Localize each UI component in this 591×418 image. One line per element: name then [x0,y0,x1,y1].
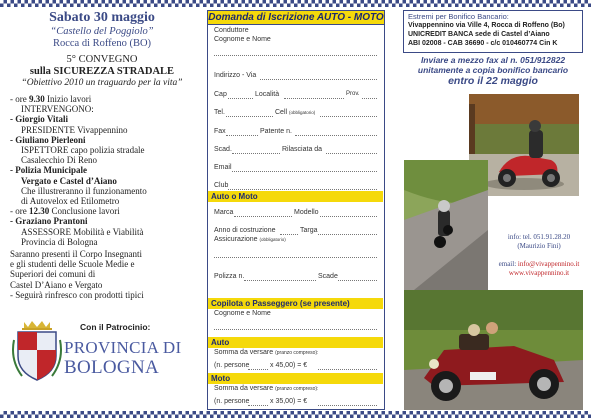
speaker-2-role-1: ISPETTORE capo polizia stradale [21,145,145,156]
provincia-line1: PROVINCIA DI [64,338,182,357]
provincia-logo-text [64,338,181,378]
cell-field[interactable] [320,116,377,117]
marca-label: Marca [214,209,234,216]
registration-form [207,10,385,410]
cap-label: Cap [214,91,227,98]
provincia-line2: BOLOGNA [64,357,159,378]
scade-field[interactable] [338,280,377,281]
vintage-car-photo [404,290,583,410]
cognome-nome-field[interactable] [214,55,377,56]
cell-text: Cell [275,109,288,116]
email-field[interactable] [232,171,377,172]
website-link[interactable]: www.vivappennino.it [508,269,570,277]
copilota-section-header: Copilota o Passeggero (se presente) [208,298,383,309]
anno-label: Anno di costruzione [214,227,276,234]
end-time: 12.30 [29,206,50,217]
email-label: email: [498,260,517,268]
event-town: Rocca di Roffeno (BO) [52,38,152,49]
start-text: Inizio lavori [47,94,92,104]
speaker-3-role-1: Che illustreranno il funzionamento [21,185,147,196]
speaker-4-role-1: ASSESSORE Mobilità e Viabilità [21,226,144,237]
coat-of-arms-icon [12,320,62,382]
bank-line-2: UNICREDIT BANCA sede di Castel d’Aiano [408,31,550,38]
patente-label: Patente n. [260,128,292,135]
tel-field[interactable] [226,116,273,117]
cell-obbligatorio: (obbligatorio) [289,110,316,115]
note-1: Saranno presenti il Corpo Insegnanti [10,249,142,260]
info-contact: (Maurizio Fini) [517,242,561,250]
end-text: Conclusione lavori [51,206,120,217]
assicurazione-obbligatorio: (obbligatorio) [259,237,286,242]
marca-field[interactable] [234,216,292,217]
somma-auto-text: Somma da versare [214,349,274,356]
event-venue: “Castello del Poggiolo” [50,26,154,37]
persone-auto-field[interactable] [248,369,268,370]
note-5: - Seguirà rinfresco con prodotti tipici [10,289,144,300]
auto-section-header: Auto [208,337,383,348]
polizza-field[interactable] [244,280,316,281]
assicurazione-text: Assicurazione [214,236,258,243]
program-end [10,206,194,216]
anno-field[interactable] [280,234,298,235]
speaker-2-role-2: Casalecchio Di Reno [21,155,97,166]
targa-label: Targa [300,227,318,234]
cell-label [275,109,315,116]
persone-moto-field[interactable] [248,405,268,406]
cognome-nome-2-label: Cognome e Nome [214,310,271,317]
conduttore-label: Conduttore [214,27,249,34]
deadline: entro il 22 maggio [448,75,538,87]
prov-label: Prov. [346,91,360,97]
speaker-4-name: - Graziano Prantoni [10,216,88,227]
moto-section-header: Moto [208,373,383,384]
localita-label: Località [255,91,280,98]
somma-auto-label [214,349,318,356]
tel-label: Tel. [214,109,225,116]
program-start [10,94,194,104]
checkered-border-bottom [0,411,591,418]
cognome-nome-label: Cognome e Nome [214,36,271,43]
indirizzo-label: Indirizzo - Via [214,72,257,79]
note-3: Superiori dei comuni di [10,269,96,280]
email-label: Email [214,164,232,171]
speaker-3-name-1: - Polizia Municipale [10,165,87,176]
modello-field[interactable] [320,216,377,217]
somma-auto-pranzo: (pranzo compreso): [275,350,319,356]
somma-moto-pranzo: (pranzo compreso): [275,386,319,392]
scad-label: Scad. [214,146,232,153]
cognome-nome-2-field[interactable] [214,329,377,330]
rilasciata-label: Rilasciata da [282,146,323,153]
info-tel: info: tel. 051.91.28.20 [507,233,571,241]
auto-moto-section-header: Auto o Moto [208,191,383,202]
totale-auto-field[interactable] [318,369,377,370]
club-label: Club [214,182,229,189]
rilasciata-field[interactable] [326,153,377,154]
bank-header: Estremi per Bonifico Bancario: [408,12,509,21]
polizza-label: Polizza n. [214,273,245,280]
speaker-1-name: - Giorgio Vitali [10,114,68,125]
localita-field[interactable] [284,98,344,99]
assicurazione-label [214,236,286,243]
convegno-title [10,54,194,78]
assicurazione-field[interactable] [214,257,377,258]
persone-auto-label: (n. persone [214,362,250,369]
convegno-line1: 5° CONVEGNO [66,54,138,65]
invia-line1: Inviare a mezzo fax al n. 051/912822 [420,55,566,65]
start-time: 9.30 [29,94,45,104]
program [10,94,194,300]
note-2: e gli studenti delle Scuole Medie e [10,259,135,270]
speaker-4-role-2: Provincia di Bologna [21,236,98,247]
bank-line-3: ABI 02008 - CAB 36690 - c/c 010460774 Cin K [408,40,558,47]
persone-moto-label: (n. persone [214,398,250,405]
info-email-line [493,260,585,269]
motorcycle-photo [404,160,488,290]
fax-field[interactable] [226,135,258,136]
scad-field[interactable] [232,153,280,154]
start-prefix: - ore [10,94,27,104]
targa-field[interactable] [318,234,377,235]
somma-moto-text: Somma da versare [214,385,274,392]
totale-moto-field[interactable] [318,405,377,406]
club-field[interactable] [228,189,377,190]
invia-line2: unitamente a copia bonifico bancario [417,65,569,75]
note-4: Castel D’Aiano e Vergato [10,279,103,290]
bank-line-1: Vivappennino via Ville 4, Rocca di Roffeno (Bo) [408,22,565,29]
speaker-1-role: PRESIDENTE Vivappennino [21,124,128,135]
speaker-3-role-2: di Autovelox ed Etilometro [21,196,120,207]
patrocinio-label: Con il Patrocinio: [80,322,151,332]
speaker-3-name-2: Vergato e Castel d’Aiano [21,175,117,186]
indirizzo-field[interactable] [260,79,377,80]
bank-details-box [403,10,583,53]
email-link[interactable]: info@vivappennino.it [517,260,580,268]
scade-label: Scade [318,273,338,280]
cap-field[interactable] [228,98,253,99]
convegno-line2: sulla SICUREZZA STRADALE [29,66,175,77]
contact-info [493,233,585,278]
end-prefix: - ore [10,206,27,217]
fax-label: Fax [214,128,226,135]
event-date: Sabato 30 maggio [49,10,155,25]
convegno-motto: “Obiettivo 2010 un traguardo per la vita” [21,78,183,88]
prezzo-moto-label: x 35,00) = € [270,398,308,405]
modello-label: Modello [294,209,319,216]
prezzo-auto-label: x 45,00) = € [270,362,308,369]
checkered-border-top [0,0,591,7]
somma-moto-label [214,385,318,392]
speaker-2-name: - Giuliano Pierleoni [10,134,86,145]
send-instructions [403,55,583,88]
form-title: Domanda di Iscrizione AUTO - MOTO [208,12,384,23]
intervengono-label: INTERVENGONO: [21,104,94,115]
prov-field[interactable] [362,98,377,99]
patente-field[interactable] [295,135,377,136]
